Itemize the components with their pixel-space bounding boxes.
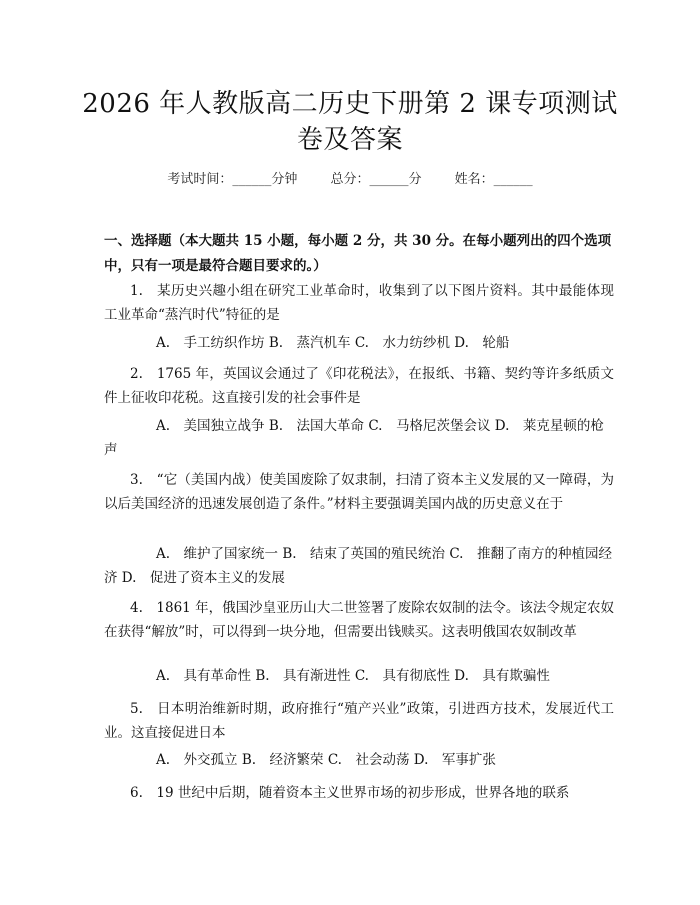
question-6: 6. 19 世纪中后期，随着资本主义世界市场的初步形成，世界各地的联系: [130, 785, 570, 801]
exam-time-field: 考试时间：______分钟: [167, 172, 298, 187]
question-3: 3. “它（美国内战）使美国废除了奴隶制，扫清了资本主义发展的又一障碍，为以后美国经济的迅速发展创造了条件。”材料主要强调美国内战的历史意义在于: [104, 472, 614, 512]
exam-meta: [0, 168, 700, 187]
question-5-options: A. 外交孤立 B. 经济繁荣 C. 社会动荡 D. 军事扩张: [156, 752, 496, 768]
question-2: 2. 1765 年，英国议会通过了《印花税法》，在报纸、书籍、契约等许多纸质文件上征收印花税。这直接引发的社会事件是: [104, 366, 614, 406]
question-4: 4. 1861 年，俄国沙皇亚历山大二世签署了废除农奴制的法令。该法令规定农奴在获得“解放”时，可以得到一块分地，但需要出钱赎买。这表明俄国农奴制改革: [104, 600, 614, 640]
section-heading: 一、选择题（本大题共 15 小题，每小题 2 分，共 30 分。在每小题列出的四个选项中，只有一项是最符合题目要求的。）: [104, 233, 612, 274]
total-score-field: 总分：______分: [330, 172, 422, 187]
question-1-options: A. 手工纺织作坊 B. 蒸汽机车 C. 水力纺纱机 D. 轮船: [156, 335, 510, 351]
title-line-1: 2026 年人教版高二历史下册第 2 课专项测试: [82, 89, 618, 119]
page-title: [0, 86, 700, 158]
question-5: 5. 日本明治维新时期，政府推行“殖产兴业”政策，引进西方技术，发展近代工业。这直接促进日本: [104, 701, 614, 741]
question-3-options: A. 维护了国家统一 B. 结束了英国的殖民统治 C. 推翻了南方的种植园经济 D. 促进了资本主义的发展: [104, 546, 612, 586]
question-1: 1. 某历史兴趣小组在研究工业革命时，收集到了以下图片资料。其中最能体现工业革命“蒸汽时代”特征的是: [104, 283, 614, 323]
title-line-2: 卷及答案: [296, 125, 403, 155]
name-field: 姓名：______: [454, 172, 533, 187]
question-2-options: A. 美国独立战争 B. 法国大革命 C. 马格尼茨堡会议 D. 莱克星顿的枪声: [104, 418, 604, 458]
question-4-options: A. 具有革命性 B. 具有渐进性 C. 具有彻底性 D. 具有欺骗性: [156, 668, 550, 684]
